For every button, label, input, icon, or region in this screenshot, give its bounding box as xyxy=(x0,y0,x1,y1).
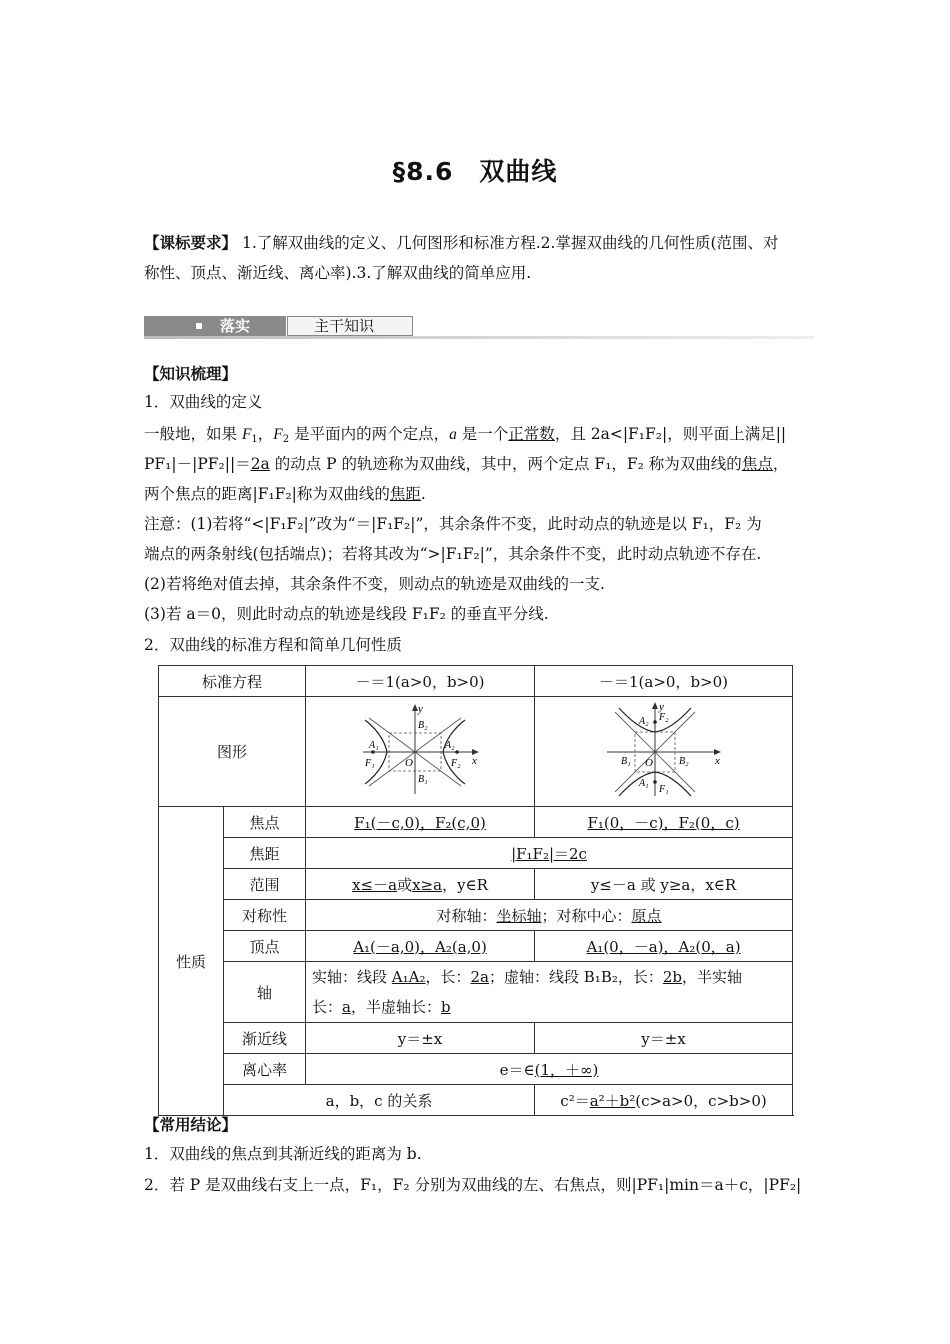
page-title: §8.6 双曲线 xyxy=(392,157,558,186)
table-header-std: 标准方程 xyxy=(159,666,306,697)
symmetry-label: 对称性 xyxy=(224,900,306,931)
note-line-3: (2)若将绝对值去掉，其余条件不变，则动点的轨迹是双曲线的一支. xyxy=(144,575,605,593)
fig2-b2-label: B₂ xyxy=(678,755,689,767)
focus-horizontal: F₁(－c,0)，F₂(c,0) xyxy=(306,807,535,838)
vertex-horizontal: A₁(－a,0)，A₂(a,0) xyxy=(306,931,535,962)
fig1-x-label: x xyxy=(472,754,477,767)
fig1-b2-label: B₂ xyxy=(418,719,428,731)
definition-line-2: PF₁|－|PF₂||＝2a 的动点 P 的轨迹称为双曲线，其中，两个定点 F₁，F₂ 称为双曲线的焦点， xyxy=(144,455,789,473)
requirements-line-2: 称性、顶点、渐近线、离心率).3.了解双曲线的简单应用. xyxy=(144,264,532,282)
conclusions-heading: 【常用结论】 xyxy=(144,1116,238,1134)
asymptote-horizontal: y＝±x xyxy=(306,1023,535,1054)
table-row xyxy=(159,869,793,900)
note-line-1: 注意：(1)若将“<|F₁F₂|”改为“＝|F₁F₂|”，其余条件不变，此时动点的轨迹是以 F₁，F₂ 为 xyxy=(144,515,762,533)
square-bullet-icon xyxy=(196,323,202,329)
equation-1: －＝1(a>0，b>0) xyxy=(306,666,535,697)
asymptote-label: 渐近线 xyxy=(224,1023,306,1054)
figure-2-cell xyxy=(535,697,793,807)
fig2-a2-label: A₂ xyxy=(638,715,649,727)
table-row xyxy=(159,900,793,931)
fig2-o-label: O xyxy=(644,756,653,769)
asymptote-vertical: y＝±x xyxy=(535,1023,793,1054)
fig1-f2-label: F₂ xyxy=(451,757,461,769)
fig1-a2-label: A₂ xyxy=(445,739,455,751)
table-row xyxy=(159,962,793,1023)
fig2-f1-label: F₁ xyxy=(658,783,669,795)
figure-1-cell xyxy=(306,697,535,807)
conclusion-2: 2．若 P 是双曲线右支上一点，F₁，F₂ 分别为双曲线的左、右焦点，则|PF₁|min＝a＋c，|PF₂| xyxy=(144,1176,802,1194)
properties-table xyxy=(158,665,793,1116)
knowledge-heading: 【知识梳理】 xyxy=(144,365,238,383)
symmetry: 对称轴：坐标轴；对称中心：原点 xyxy=(306,900,793,931)
fig1-y-label: y xyxy=(418,702,423,715)
definition-line-3: 两个焦点的距离|F₁F₂|称为双曲线的焦距. xyxy=(144,485,426,503)
note-line-4: (3)若 a＝0，则此时动点的轨迹是线段 F₁F₂ 的垂直平分线. xyxy=(144,605,549,623)
fig1-f1-label: F₁ xyxy=(365,757,375,769)
axis-label: 轴 xyxy=(224,962,306,1023)
section-1-title: 1．双曲线的定义 xyxy=(144,393,263,411)
focal-distance: |F₁F₂|＝2c xyxy=(306,838,793,869)
range-horizontal: x≤－a或x≥a，y∈R xyxy=(306,869,535,900)
table-row xyxy=(159,1085,793,1116)
axis-description: 实轴：线段 A₁A₂，长：2a；虚轴：线段 B₁B₂，长：2b，半实轴 长：a，半虚轴长：b xyxy=(306,962,793,1023)
definition-line-1: 一般地，如果 $F_1$，$F_2$ 是平面内的两个定点，a 是一个正常数，且 2a<|F₁F₂|，则平面上满足|| xyxy=(144,425,787,445)
table-row xyxy=(159,1054,793,1085)
focus-vertical: F₁(0，－c)，F₂(0，c) xyxy=(535,807,793,838)
vertex-label: 顶点 xyxy=(224,931,306,962)
banner-right-label: 主干知识 xyxy=(314,317,375,335)
hyperbola-vertical-figure xyxy=(599,700,729,800)
table-row xyxy=(159,838,793,869)
range-vertical: y≤－a 或 y≥a，x∈R xyxy=(535,869,793,900)
banner-left-label: 落实 xyxy=(220,317,251,335)
requirements-label: 【课标要求】 xyxy=(144,234,238,252)
fig2-a1-label: A₁ xyxy=(638,777,649,789)
section-2-title: 2．双曲线的标准方程和简单几何性质 xyxy=(144,636,402,654)
range-label: 范围 xyxy=(224,869,306,900)
table-row xyxy=(159,807,793,838)
relation: c²＝a²＋b²(c>a>0，c>b>0) xyxy=(535,1085,793,1116)
focus-label: 焦点 xyxy=(224,807,306,838)
fig2-f2-label: F₂ xyxy=(658,711,669,723)
fig1-b1-label: B₁ xyxy=(418,773,428,785)
eccentricity: e＝∈(1，＋∞) xyxy=(306,1054,793,1085)
hyperbola-horizontal-figure xyxy=(355,702,485,798)
focal-distance-label: 焦距 xyxy=(224,838,306,869)
equation-2: －＝1(a>0，b>0) xyxy=(535,666,793,697)
relation-label: a，b，c 的关系 xyxy=(224,1085,535,1116)
section-banner xyxy=(144,316,814,338)
fig2-x-label: x xyxy=(714,754,720,767)
conclusion-1: 1．双曲线的焦点到其渐近线的距离为 b. xyxy=(144,1145,422,1163)
note-line-2: 端点的两条射线(包括端点)；若将其改为“>|F₁F₂|”，其余条件不变，此时动点轨迹不存在. xyxy=(144,545,762,563)
fig1-o-label: O xyxy=(405,756,413,769)
vertex-vertical: A₁(0，－a)，A₂(0，a) xyxy=(535,931,793,962)
fig1-a1-label: A₁ xyxy=(369,739,379,751)
properties-label: 性质 xyxy=(159,807,224,1116)
fig2-y-label: y xyxy=(658,700,664,713)
table-row xyxy=(159,666,793,697)
table-row xyxy=(159,697,793,807)
table-header-fig: 图形 xyxy=(159,697,306,807)
requirements-line-1: 【课标要求】 1.了解双曲线的定义、几何图形和标准方程.2.掌握双曲线的几何性质(范围、对 xyxy=(144,234,779,252)
table-row xyxy=(159,1023,793,1054)
fig2-b1-label: B₁ xyxy=(620,755,631,767)
eccentricity-label: 离心率 xyxy=(224,1054,306,1085)
table-row xyxy=(159,931,793,962)
